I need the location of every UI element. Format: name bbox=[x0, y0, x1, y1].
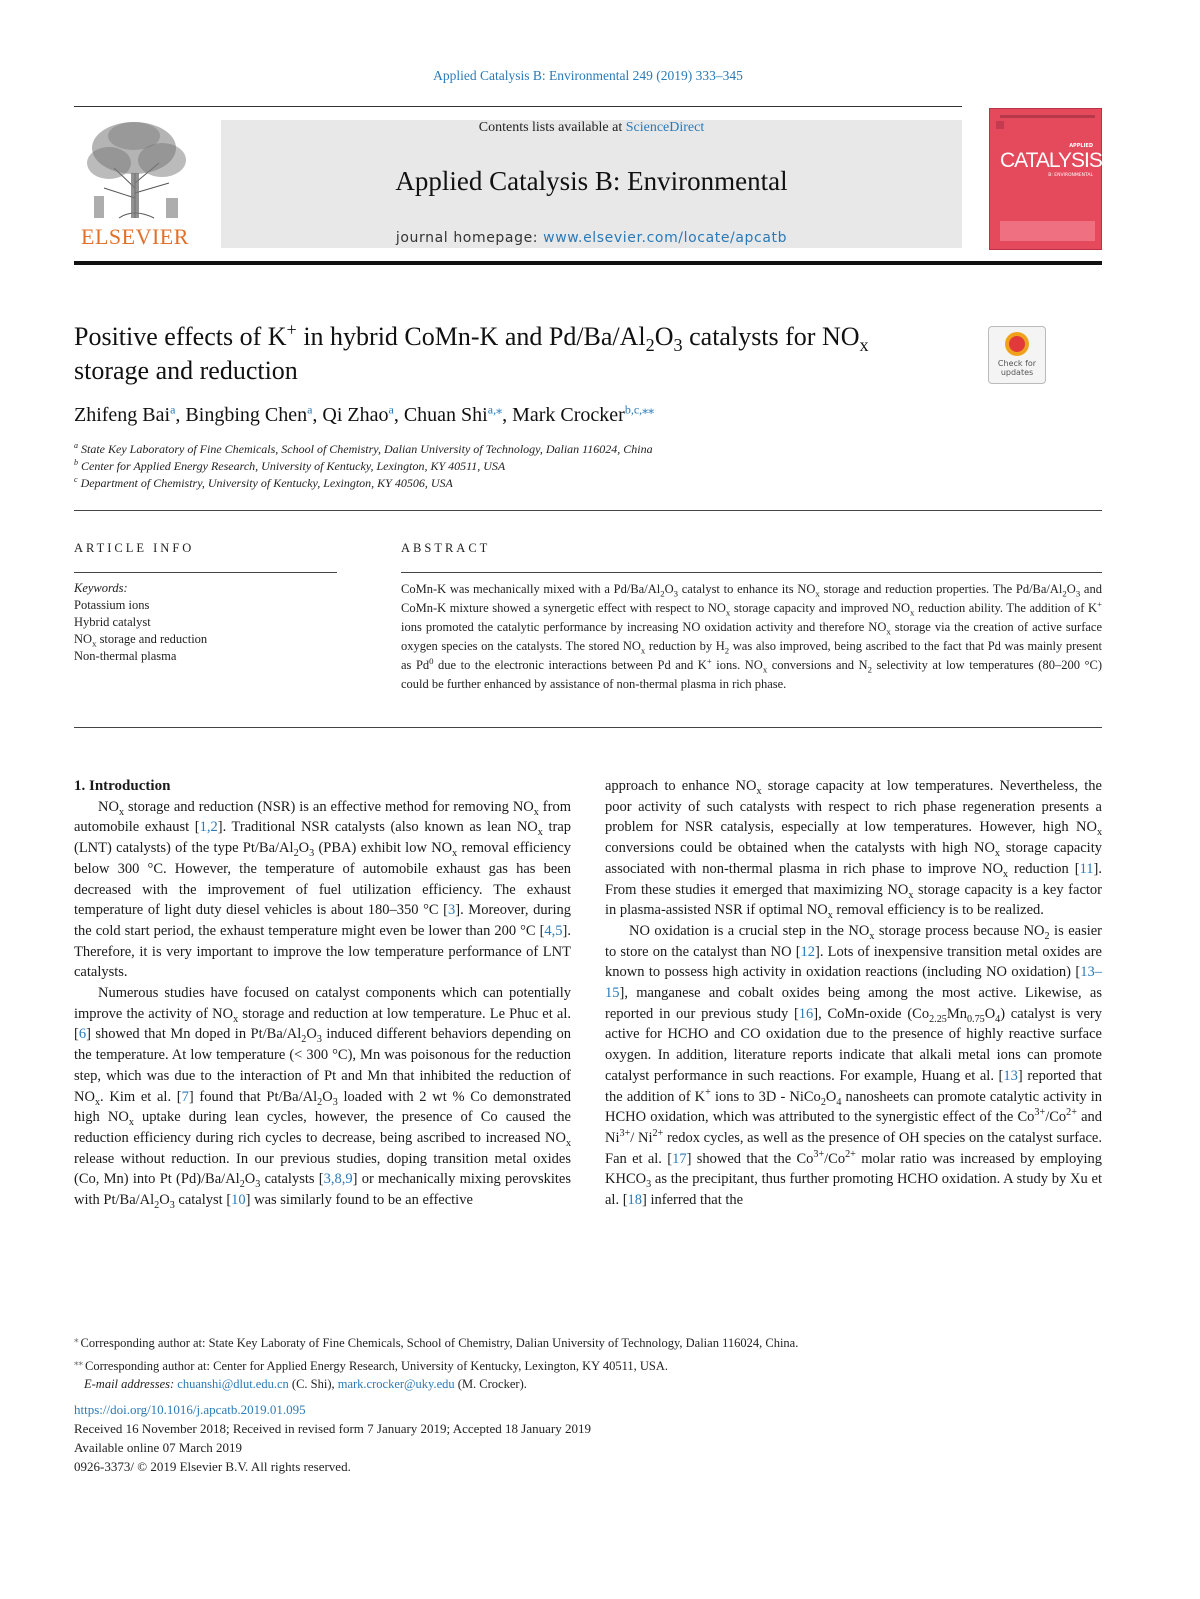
citation-link[interactable]: 18 bbox=[627, 1192, 643, 1209]
publication-info bbox=[74, 1400, 1102, 1476]
body-column-left bbox=[74, 776, 571, 1211]
author-name[interactable]: Bingbing Chen bbox=[185, 404, 308, 426]
available-online: Available online 07 March 2019 bbox=[74, 1440, 242, 1455]
title-sub: 2 bbox=[645, 335, 655, 356]
badge-label: Check for updates bbox=[997, 359, 1037, 377]
elsevier-logo bbox=[74, 118, 196, 250]
title-sub: x bbox=[859, 335, 869, 356]
author-name[interactable]: Qi Zhao bbox=[322, 404, 389, 426]
section-rule bbox=[74, 510, 1102, 511]
article-info-rule bbox=[74, 572, 337, 573]
citation-link[interactable]: 10 bbox=[231, 1192, 246, 1209]
citation-link[interactable]: 1,2 bbox=[199, 819, 218, 836]
received-dates: Received 16 November 2018; Received in revised form 7 January 2019; Accepted 18 January 2019 bbox=[74, 1421, 591, 1436]
body-paragraph: NO oxidation is a crucial step in the $NO_x$ storage process because $NO_2$ is easier to store on the catalyst than NO [12]. Lots of inexpensive transition metal oxides are known to possess high activity in oxidation reactions (including NO oxidation) [13–15], manganese and cobalt oxides being among the most active. Likewise, as reported in our previous study [16], CoMn-oxide $(Co_{2.25}Mn_{0.75}O_4)$ catalyst is very active for HCHO and CO oxidation due to the presence of highly reactive surface oxygen. In addition, literature reports indicate that alkali metal ions can promote catalyst performance in such reactions. For example, Huang et al. [13] reported that the addition of K+ ions to $3D - NiCo_2O_4$ nanosheets can promote catalytic activity in HCHO oxidation, which was attributed to the synergistic effect of the $Co^{3+}/Co^{2+}$ and $Ni^{3+}/$ $Ni^{2+}$ redox cycles, as well as the presence of OH species on the catalyst surface. Fan et al. [17] showed that the $Co^{3+}/Co^{2+}$ molar ratio was increased by employing $KHCO_3$ as the precipitant, thus further promoting HCHO oxidation. A study by Xu et al. [18] inferred that the bbox=[605, 922, 1103, 1209]
journal-title: Applied Catalysis B: Environmental bbox=[395, 166, 788, 196]
affiliation bbox=[74, 458, 974, 475]
citation-link[interactable]: 6 bbox=[78, 1026, 87, 1043]
author-affiliation-mark[interactable]: b,c,⁎⁎ bbox=[624, 402, 655, 417]
keyword: Non-thermal plasma bbox=[74, 649, 177, 663]
abstract-text: CoMn-K was mechanically mixed with a $Pd/Ba/Al_2O_3$ catalyst to enhance its $NO_x$ storage and reduction properties. The $Pd/Ba/Al_2O_3$ and CoMn-K mixture showed a synergetic effect with respect to $NO_x$ storage capacity and improved $NO_x$ reduction ability. The addition of K+ ions promoted the catalytic performance by increasing NO oxidation activity and therefore $NO_x$ storage via the creation of active surface oxygen species on the catalysts. The stored $NO_x$ reduction by $H_2$ was also improved, being ascribed to the fact that Pd was mainly present as Pd$^0$ due to the electronic interactions between Pd and K+ ions. $NO_x$ conversions and $N_2$ selectivity at low temperatures (80–200 °C) could be further enhanced by assistance of non-thermal plasma in rich phase. bbox=[401, 582, 1103, 691]
affiliation bbox=[74, 475, 974, 492]
footnote bbox=[74, 1353, 1102, 1376]
publisher-wordmark: ELSEVIER bbox=[81, 224, 189, 249]
affiliation bbox=[74, 441, 974, 458]
check-for-updates-badge[interactable] bbox=[988, 326, 1046, 384]
sciencedirect-link[interactable]: ScienceDirect bbox=[625, 120, 705, 135]
title-sub: 3 bbox=[673, 335, 683, 356]
body-paragraph: approach to enhance $NO_x$ storage capacity at low temperatures. Nevertheless, the poor activity of such catalysts with respect to rich phase regeneration presents a problem for NSR catalysis, especially at low temperatures. However, high $NO_x$ conversions could be obtained when the catalysts with high $NO_x$ storage capacity associated with non-thermal plasma in rich phase to improve $NO_x$ reduction [11]. From these studies it emerged that maximizing $NO_x$ storage capacity is a key factor in plasma-assisted NSR if optimal $NO_x$ removal efficiency is to be realized. bbox=[605, 778, 1102, 922]
author-name[interactable]: Mark Crocker bbox=[512, 404, 625, 426]
email-link[interactable]: chuanshi@dlut.edu.cn bbox=[177, 1377, 289, 1392]
contents-prefix: Contents lists available at bbox=[478, 120, 626, 135]
journal-homepage bbox=[221, 230, 962, 246]
title-part: Positive effects of K bbox=[74, 322, 287, 351]
cover-band bbox=[1000, 115, 1095, 118]
section-title: 1. Introduction bbox=[74, 778, 171, 794]
cover-applied-label: APPLIED bbox=[1069, 143, 1093, 149]
affiliation-text: State Key Laboratory of Fine Chemicals, School of Chemistry, Dalian University of Technology, Dalian 116024, China bbox=[81, 442, 653, 456]
footnote-mark: ⁎ bbox=[74, 1334, 79, 1344]
affiliations bbox=[74, 441, 974, 492]
author-affiliation-mark[interactable]: a bbox=[170, 402, 176, 417]
article-info-heading: ARTICLE INFO bbox=[74, 541, 195, 555]
affiliation-mark: b bbox=[74, 458, 78, 467]
cover-catalysis-label: CATALYSIS bbox=[1000, 149, 1102, 172]
keywords-label: Keywords: bbox=[74, 581, 128, 595]
body-paragraph: Numerous studies have focused on catalyst components which can potentially improve the activity of $NO_x$ storage and reduction at low temperature. Le Phuc et al. [6] showed that Mn doped in $Pt/Ba/Al_2O_3$ induced different behaviors depending on the temperature. At low temperature (< 300 °C), Mn was poisonous for the reduction step, which was due to the interaction of Pt and Mn that inhibited the reduction of $NO_x$. Kim et al. [7] found that $Pt/Ba/Al_2O_3$ loaded with 2 wt % Co demonstrated high $NO_x$ uptake during lean cycles, however, the presence of Co caused the reduction efficiency during rich cycles to decrease, being ascribed to increased $NO_x$ release without reduction. In our previous studies, doping transition metal oxides (Co, Mn) into Pt $(Pd)/Ba/Al_2O_3$ catalysts [3,8,9] or mechanically mixing perovskites with $Pt/Ba/Al_2O_3$ catalyst [10] was similarly found to be an effective bbox=[74, 985, 571, 1211]
abstract-heading: ABSTRACT bbox=[401, 541, 491, 555]
doi-link[interactable]: https://doi.org/10.1016/j.apcatb.2019.01.095 bbox=[74, 1402, 306, 1417]
cover-environmental-label: B: ENVIRONMENTAL bbox=[1048, 173, 1093, 178]
title-part: catalysts for NO bbox=[682, 322, 860, 351]
keyword: Hybrid catalyst bbox=[74, 615, 151, 629]
footnotes bbox=[74, 1330, 1102, 1394]
email-label: E-mail addresses: bbox=[84, 1377, 175, 1392]
author-name[interactable]: Chuan Shi bbox=[403, 404, 488, 426]
citation-link[interactable]: 11 bbox=[1079, 860, 1094, 877]
title-sup: + bbox=[286, 319, 297, 340]
citation-link[interactable]: 13–15 bbox=[605, 964, 1102, 1002]
footnote bbox=[74, 1330, 1102, 1353]
footnote bbox=[74, 1375, 1102, 1394]
homepage-link[interactable]: www.elsevier.com/locate/apcatb bbox=[543, 230, 788, 246]
email-owner: (C. Shi), bbox=[288, 1377, 338, 1392]
citation-link[interactable]: 16 bbox=[798, 1005, 814, 1022]
journal-reference[interactable]: Applied Catalysis B: Environmental 249 (2019) 333–345 bbox=[433, 68, 743, 83]
author-affiliation-mark[interactable]: a bbox=[307, 402, 313, 417]
citation-link[interactable]: 3,8,9 bbox=[323, 1171, 353, 1188]
body-paragraph: $NO_x$ storage and reduction (NSR) is an effective method for removing $NO_x$ from automobile exhaust [1,2]. Traditional NSR catalysts (also known as lean $NO_x$ trap (LNT) catalysts) of the type $Pt/Ba/Al_2O_3$ (PBA) exhibit low $NO_x$ removal efficiency below 300 °C. However, the temperature of automobile exhaust gas has been decreased with the improvement of fuel utilization efficiency. The exhaust temperature of light duty diesel vehicles is about 180–350 °C [3]. Moreover, during the cold start period, the exhaust temperature might even be lower than 200 °C [4,5]. Therefore, it is very important to improve the low temperature performance of LNT catalysts. bbox=[74, 798, 572, 981]
cover-logo-mark bbox=[996, 121, 1004, 129]
body-column-right bbox=[605, 776, 1102, 1211]
citation-link[interactable]: 17 bbox=[672, 1150, 687, 1167]
journal-cover-thumbnail[interactable] bbox=[989, 108, 1102, 250]
header-rule bbox=[74, 106, 962, 107]
email-owner: (M. Crocker). bbox=[454, 1377, 527, 1392]
footnote-text: Corresponding author at: Center for Applied Energy Research, University of Kentucky, Lexington, KY 40511, USA. bbox=[85, 1358, 668, 1373]
footnote-mark: ⁎⁎ bbox=[74, 1356, 83, 1367]
citation-link[interactable]: 13 bbox=[1003, 1067, 1018, 1084]
citation-link[interactable]: 12 bbox=[800, 943, 816, 960]
author-affiliation-mark[interactable]: a,⁎ bbox=[487, 402, 503, 417]
citation-link[interactable]: 7 bbox=[181, 1088, 189, 1105]
title-part: storage and reduction bbox=[74, 356, 298, 385]
footnote-text: Corresponding author at: State Key Laboraty of Fine Chemicals, School of Chemistry, Dalian University of Technology, Dalian 116024, China. bbox=[80, 1336, 799, 1351]
email-link[interactable]: mark.crocker@uky.edu bbox=[337, 1377, 455, 1392]
author-affiliation-mark[interactable]: a bbox=[388, 402, 394, 417]
article-title bbox=[74, 320, 974, 388]
affiliation-text: Center for Applied Energy Research, University of Kentucky, Lexington, KY 40511, USA bbox=[81, 459, 506, 473]
masthead-rule bbox=[74, 261, 1102, 265]
journal-masthead bbox=[221, 120, 962, 248]
author-list: Zhifeng Bai$^a$, Bingbing Chen$^a$, Qi Zhao$^a$, Chuan Shi$^{a,⁎}$, Mark Crocker$^{b,c,⁎⁎}$ bbox=[74, 402, 655, 426]
cover-bottom-band bbox=[1000, 221, 1095, 241]
copyright-line: 0926-3373/ © 2019 Elsevier B.V. All rights reserved. bbox=[74, 1459, 351, 1474]
keyword: Potassium ions bbox=[74, 598, 150, 612]
citation-link[interactable]: 3 bbox=[448, 902, 456, 919]
tree-icon bbox=[74, 118, 196, 222]
abstract-bottom-rule bbox=[74, 727, 1102, 728]
affiliation-mark: c bbox=[74, 475, 78, 484]
affiliation-mark: a bbox=[74, 441, 78, 450]
keywords-block bbox=[74, 580, 337, 665]
citation-link[interactable]: 4,5 bbox=[544, 922, 563, 939]
affiliation-text: Department of Chemistry, University of Kentucky, Lexington, KY 40506, USA bbox=[80, 476, 453, 490]
contents-line bbox=[221, 120, 962, 136]
title-part: O bbox=[654, 322, 674, 351]
abstract-rule bbox=[401, 572, 1102, 573]
title-part: in hybrid CoMn-K and Pd/Ba/Al bbox=[296, 322, 646, 351]
homepage-prefix: journal homepage: bbox=[395, 230, 544, 246]
bookmark-icon bbox=[1005, 332, 1029, 356]
author-name[interactable]: Zhifeng Bai bbox=[74, 404, 171, 426]
keyword: $NO_x$ storage and reduction bbox=[74, 632, 208, 649]
